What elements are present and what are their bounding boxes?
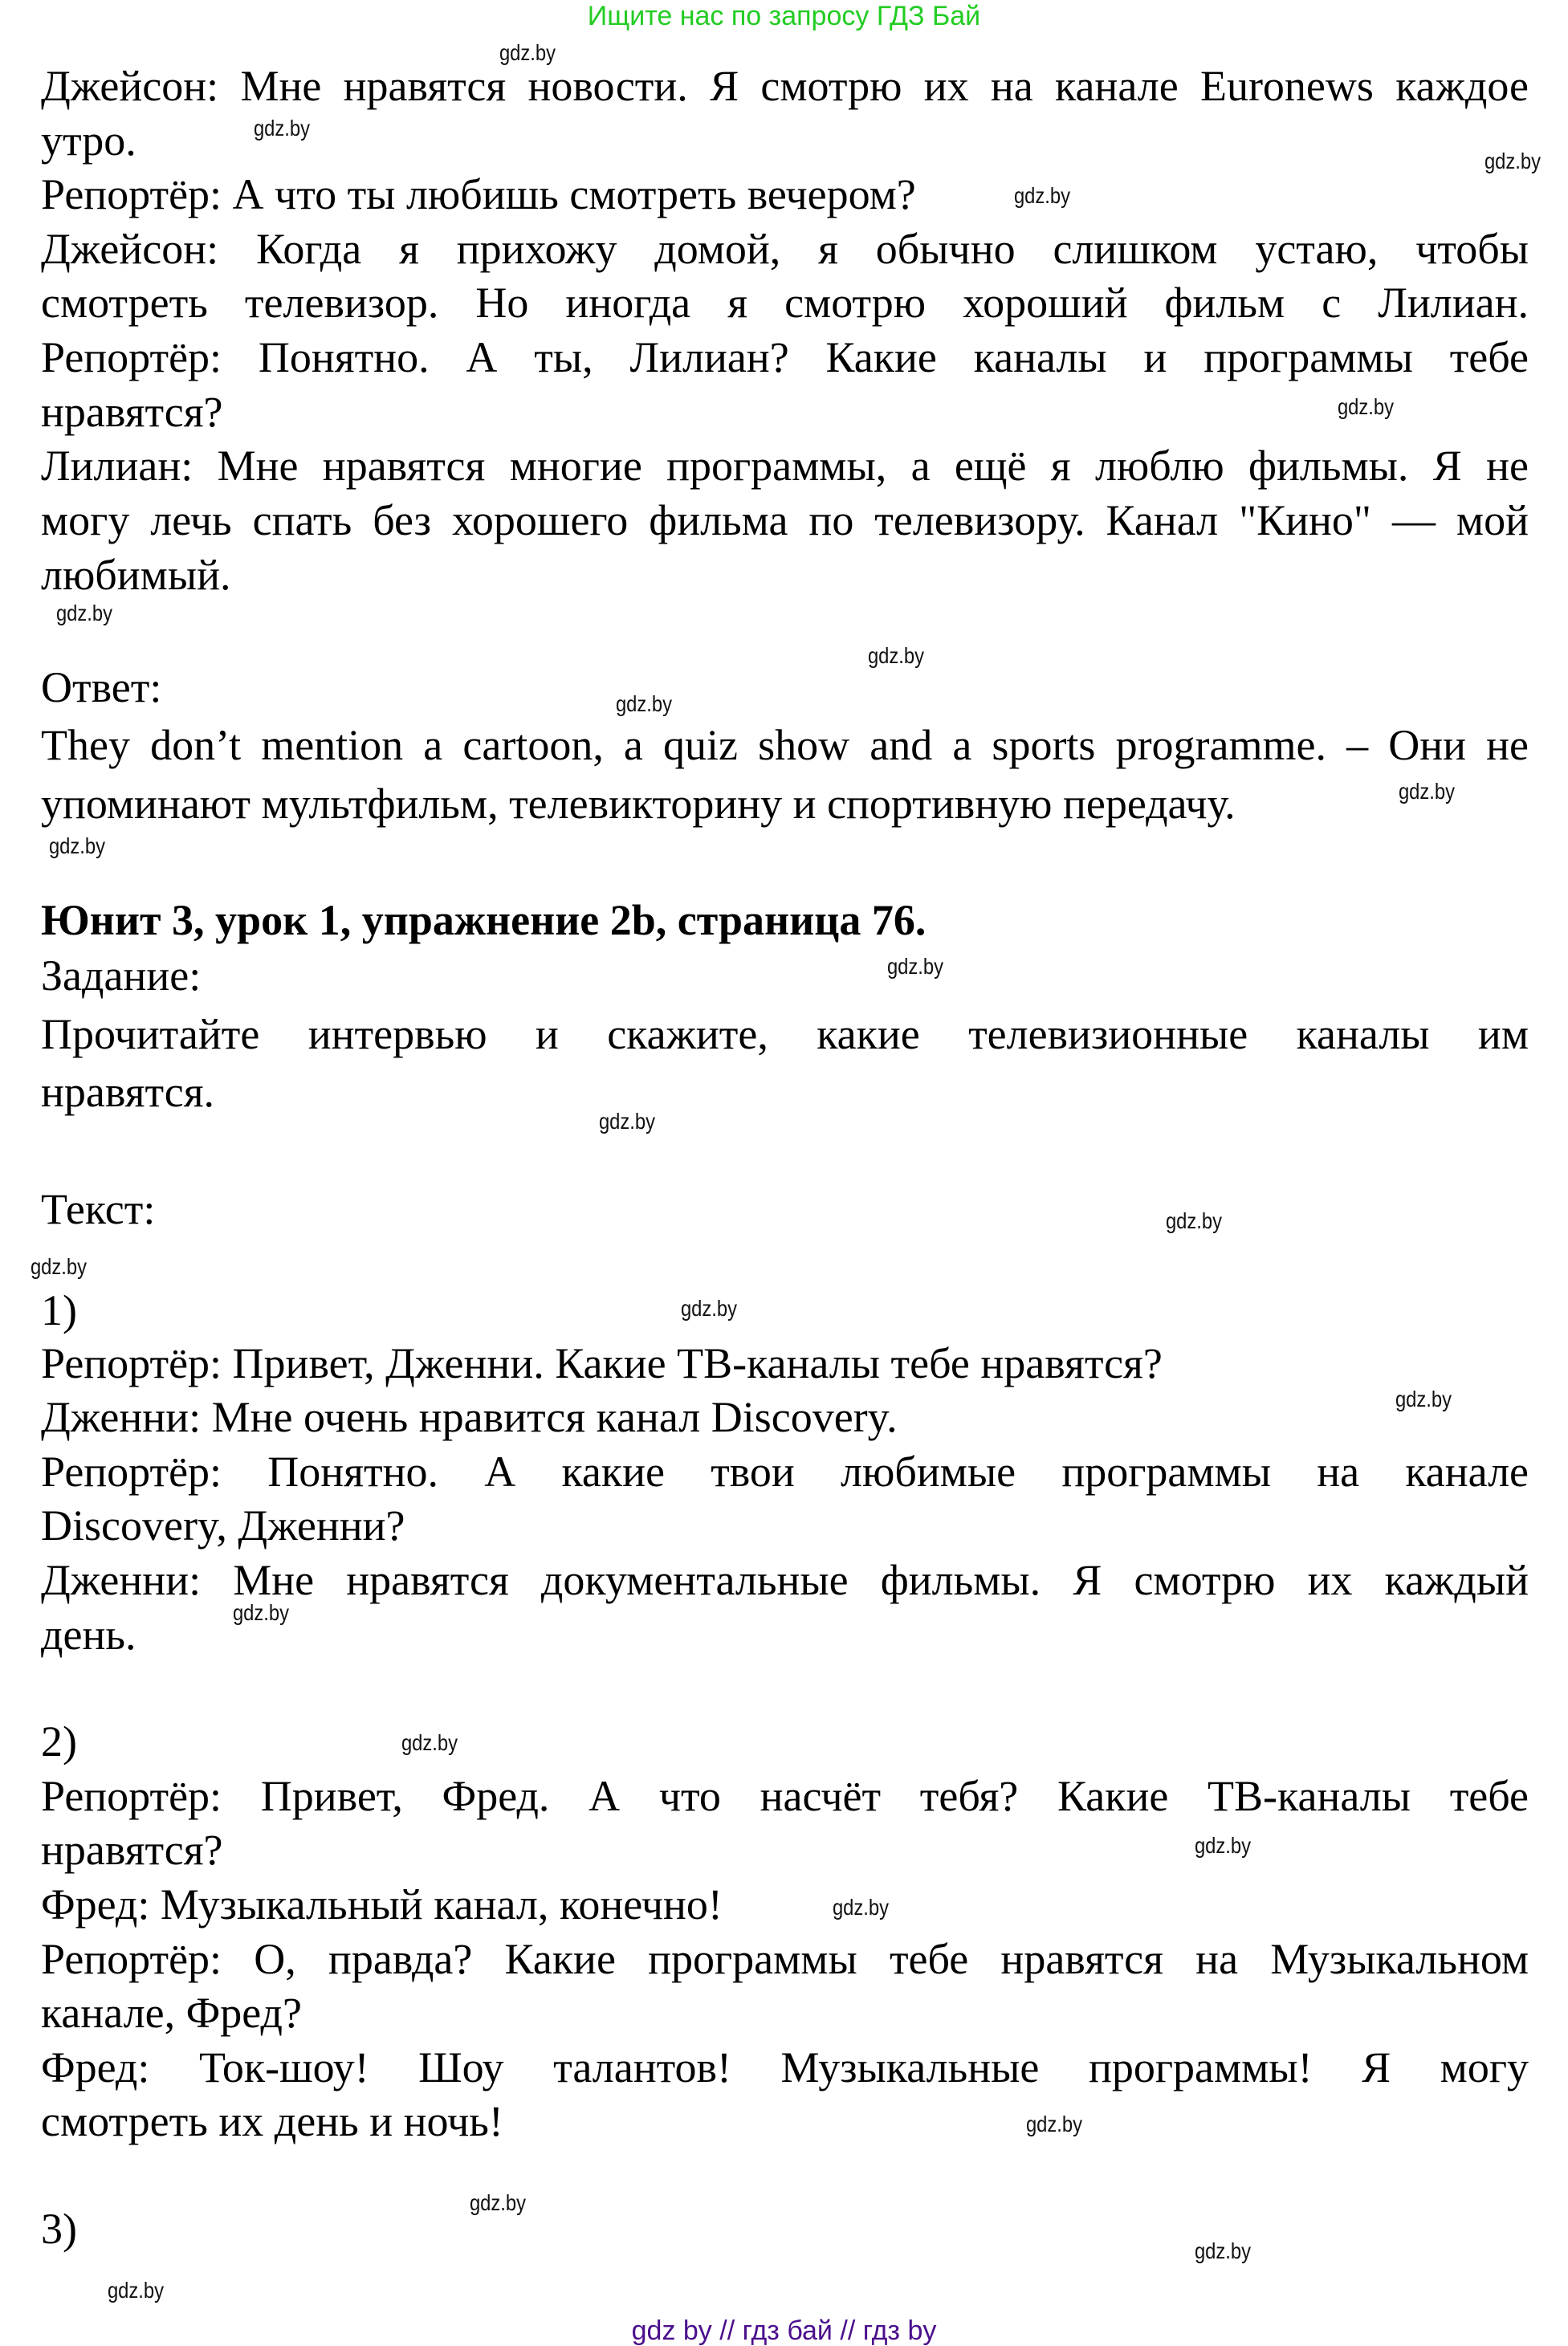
text-line: утро. [41,116,136,165]
text-line: Лилиан: Мне нравятся многие программы, а ещё я люблю фильмы. Я не [41,442,1529,490]
text-line: могу лечь спать без хорошего фильма по телевизору. Канал "Кино" — мой [41,496,1529,544]
watermark-text: gdz.by [680,1296,737,1322]
text-line: Репортёр: Понятно. А ты, Лилиан? Какие каналы и программы тебе [41,333,1529,381]
watermark-text: gdz.by [1398,778,1455,804]
text-line: Фред: Ток-шоу! Шоу талантов! Музыкальные программы! Я могу [41,2043,1529,2091]
watermark-text: gdz.by [1025,2112,1082,2137]
text-line: Репортёр: Понятно. А какие твои любимые программы на канале [41,1448,1529,1496]
text-line: упоминают мультфильм, телевикторину и спортивную передачу. [41,780,1236,828]
watermark-text: gdz.by [886,953,943,979]
text-line: Ответ: [41,663,162,711]
text-line: Дженни: Мне нравятся документальные фильмы. Я смотрю их каждый [41,1556,1529,1604]
text-line: 3) [41,2205,77,2253]
watermark-text: gdz.by [469,2189,526,2215]
text-line: Репортёр: Привет, Дженни. Какие ТВ-каналы тебе нравятся? [41,1339,1163,1387]
watermark-text: gdz.by [1166,1208,1223,1234]
text-line: смотреть телевизор. Но иногда я смотрю хороший фильм с Лилиан. [41,279,1529,327]
text-line: 1) [41,1286,77,1334]
text-line: день. [41,1611,136,1659]
watermark-text: gdz.by [1484,148,1541,173]
text-line: Фред: Музыкальный канал, конечно! [41,1880,723,1929]
text-line: Текст: [41,1185,156,1233]
watermark-text: gdz.by [401,1729,458,1755]
text-line: нравятся? [41,388,223,436]
text-line: 2) [41,1717,77,1766]
text-line: Джейсон: Когда я прихожу домой, я обычно слишком устаю, чтобы [41,225,1529,273]
watermark-text: gdz.by [107,2277,165,2303]
text-line: Репортёр: А что ты любишь смотреть вечером? [41,170,916,218]
text-line: Дженни: Мне очень нравится канал Discovery. [41,1393,898,1441]
footer-links[interactable]: gdz by // гдз бай // гдз by [631,2315,937,2346]
text-line: Джейсон: Мне нравятся новости. Я смотрю их на канале Euronews каждое [41,62,1529,110]
text-line: Репортёр: О, правда? Какие программы тебе нравятся на Музыкальном [41,1935,1529,1983]
text-line: смотреть их день и ночь! [41,2097,503,2145]
watermark-text: gdz.by [615,691,672,717]
watermark-text: gdz.by [1013,183,1070,209]
watermark-text: gdz.by [1194,2238,1252,2263]
text-line: Задание: [41,951,202,1000]
watermark-text: gdz.by [48,833,105,858]
watermark-text: gdz.by [1194,1832,1252,1858]
watermark-text: gdz.by [254,115,311,141]
text-line: Репортёр: Привет, Фред. А что насчёт тебя? Какие ТВ-каналы тебе [41,1772,1529,1820]
watermark-text: gdz.by [232,1600,289,1626]
watermark-text: gdz.by [833,1894,890,1920]
watermark-text: gdz.by [599,1109,656,1134]
text-line: канале, Фред? [41,1989,303,2037]
watermark-text: gdz.by [31,1253,88,1279]
watermark-text: gdz.by [867,642,924,668]
watermark-text: gdz.by [1395,1386,1452,1411]
text-line: Прочитайте интервью и скажите, какие телевизионные каналы им [41,1010,1529,1058]
text-line: нравятся? [41,1826,223,1874]
text-line: нравятся. [41,1068,215,1116]
watermark-text: gdz.by [1338,394,1395,420]
watermark-text: gdz.by [499,39,556,65]
search-hint-banner[interactable]: Ищите нас по запросу ГДЗ Бай [587,1,981,31]
text-line: Discovery, Дженни? [41,1501,405,1550]
section-heading: Юнит 3, урок 1, упражнение 2b, страница 76. [41,896,927,944]
text-line: They don’t mention a cartoon, a quiz show and a sports programme. – Они не [41,721,1529,769]
watermark-text: gdz.by [56,601,113,626]
text-line: любимый. [41,551,231,599]
